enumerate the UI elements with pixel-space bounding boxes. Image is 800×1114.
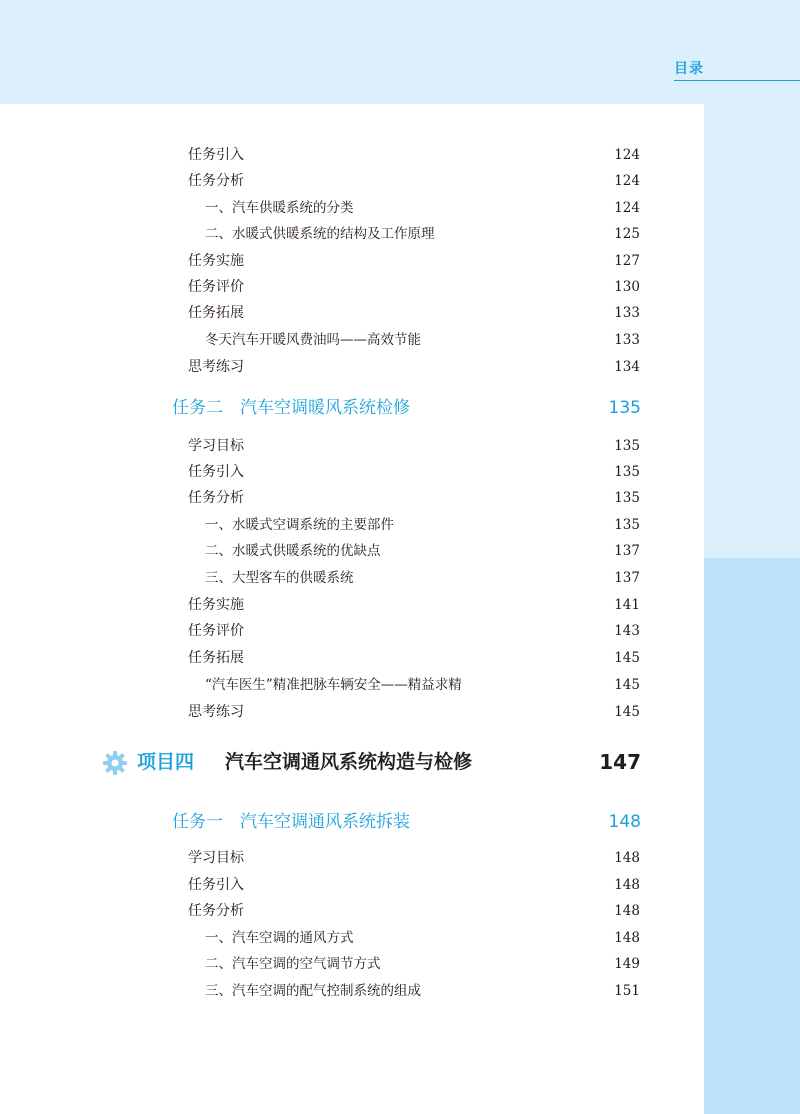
toc-subentry — [0, 953, 640, 975]
entry-label: 任务拓展 — [188, 305, 244, 321]
toc-entry — [0, 647, 640, 669]
entry-label: 任务引入 — [188, 877, 244, 893]
page-number: 127 — [614, 253, 640, 269]
entry-label: 三、大型客车的供暖系统 — [205, 570, 354, 586]
page-number: 149 — [614, 956, 640, 972]
section-header: 目录 — [674, 61, 704, 77]
page-number: 135 — [614, 490, 640, 506]
page-number: 130 — [614, 279, 640, 295]
page-number: 147 — [599, 750, 641, 774]
entry-label: 任务引入 — [188, 464, 244, 480]
toc-entry — [0, 302, 640, 324]
entry-label: 思考练习 — [188, 359, 244, 375]
side-band-deep — [704, 558, 800, 1114]
toc-entry — [0, 250, 640, 272]
gear-icon — [102, 750, 128, 776]
entry-label: 任务实施 — [188, 253, 244, 269]
toc-entry — [0, 461, 640, 483]
entry-label: 一、水暖式空调系统的主要部件 — [205, 517, 394, 533]
toc-subentry — [0, 223, 640, 245]
toc-entry — [0, 620, 640, 642]
page-number: 137 — [614, 543, 640, 559]
toc-entry — [0, 356, 640, 378]
entry-label: 任务实施 — [188, 597, 244, 613]
page-number: 124 — [614, 200, 640, 216]
page-number: 148 — [614, 930, 640, 946]
entry-label: “汽车医生”精准把脉车辆安全——精益求精 — [205, 677, 462, 693]
entry-label: 冬天汽车开暖风费油吗——高效节能 — [205, 332, 421, 348]
toc-subentry — [0, 927, 640, 949]
toc-entry — [0, 276, 640, 298]
entry-label: 一、汽车空调的通风方式 — [205, 930, 354, 946]
entry-label: 任务分析 — [188, 903, 244, 919]
page-number: 134 — [614, 359, 640, 375]
toc-entry — [0, 487, 640, 509]
toc-entry — [0, 170, 640, 192]
toc-entry — [0, 435, 640, 457]
entry-label: 任务分析 — [188, 173, 244, 189]
toc-subentry — [0, 329, 640, 351]
entry-label: 思考练习 — [188, 704, 244, 720]
task-heading — [0, 809, 641, 835]
page-number: 141 — [614, 597, 640, 613]
entry-label: 任务拓展 — [188, 650, 244, 666]
toc-entry — [0, 144, 640, 166]
page-number: 145 — [614, 704, 640, 720]
entry-label: 任务评价 — [188, 623, 244, 639]
project-title: 汽车空调通风系统构造与检修 — [225, 751, 473, 773]
toc-entry — [0, 594, 640, 616]
top-band — [0, 0, 800, 104]
entry-label: 任务二 汽车空调暖风系统检修 — [172, 398, 410, 418]
page-number: 133 — [614, 332, 640, 348]
entry-label: 学习目标 — [188, 438, 244, 454]
toc-entry — [0, 874, 640, 896]
page-number: 135 — [614, 517, 640, 533]
toc-subentry — [0, 197, 640, 219]
entry-label: 三、汽车空调的配气控制系统的组成 — [205, 983, 421, 999]
entry-label: 任务引入 — [188, 147, 244, 163]
toc-subentry — [0, 980, 640, 1002]
toc-entry — [0, 847, 640, 869]
entry-label: 任务评价 — [188, 279, 244, 295]
page-number: 148 — [614, 850, 640, 866]
page-number: 137 — [614, 570, 640, 586]
entry-label: 二、汽车空调的空气调节方式 — [205, 956, 381, 972]
toc-subentry — [0, 514, 640, 536]
entry-label: 一、汽车供暖系统的分类 — [205, 200, 354, 216]
page-number: 151 — [614, 983, 640, 999]
entry-label: 任务一 汽车空调通风系统拆装 — [172, 812, 410, 832]
entry-label: 学习目标 — [188, 850, 244, 866]
toc-subentry — [0, 567, 640, 589]
project-number: 项目四 — [137, 751, 195, 773]
entry-label: 二、水暖式供暖系统的优缺点 — [205, 543, 381, 559]
header-rule — [674, 80, 800, 81]
page-number: 124 — [614, 147, 640, 163]
toc-subentry — [0, 540, 640, 562]
page-number: 135 — [608, 398, 641, 418]
entry-label: 二、水暖式供暖系统的结构及工作原理 — [205, 226, 435, 242]
page-number: 143 — [614, 623, 640, 639]
project-heading — [0, 747, 641, 777]
page-number: 148 — [614, 877, 640, 893]
page-number: 124 — [614, 173, 640, 189]
task-heading — [0, 395, 641, 421]
page-number: 135 — [614, 438, 640, 454]
toc-entry — [0, 701, 640, 723]
toc-entry — [0, 900, 640, 922]
page-number: 145 — [614, 677, 640, 693]
page-number: 148 — [614, 903, 640, 919]
page-number: 148 — [608, 812, 641, 832]
entry-label: 任务分析 — [188, 490, 244, 506]
page-number: 145 — [614, 650, 640, 666]
page-number: 135 — [614, 464, 640, 480]
page-number: 133 — [614, 305, 640, 321]
page-number: 125 — [614, 226, 640, 242]
toc-subentry — [0, 674, 640, 696]
